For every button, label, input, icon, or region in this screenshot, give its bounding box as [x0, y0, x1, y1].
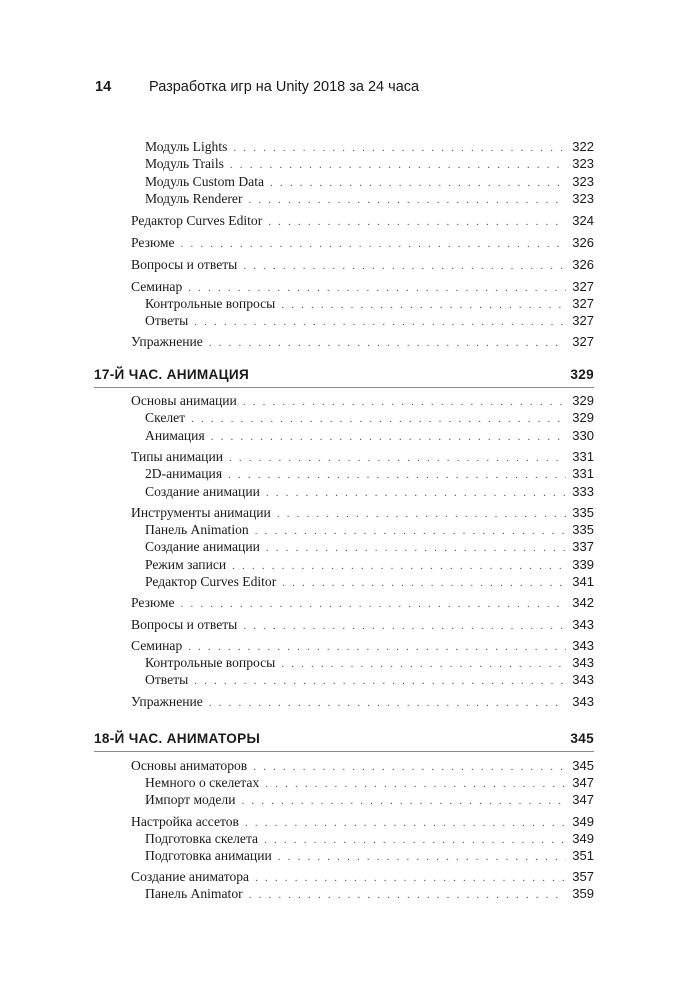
toc-entry: Ответы . . . 327 [145, 312, 594, 329]
chapter-page: 329 [570, 367, 594, 382]
chapter-heading [94, 367, 594, 387]
toc-entry: Скелет . . . 329 [145, 409, 594, 426]
toc-entry: Создание анимации . . . 337 [145, 538, 594, 555]
chapter-page: 345 [570, 731, 594, 746]
toc-entry: Основы анимации . . . 329 [131, 392, 594, 409]
toc-entry: Резюме . . . 326 [131, 234, 594, 251]
toc-entry: Модуль Trails . . . 323 [145, 155, 594, 172]
toc-entry: Настройка ассетов . . . 349 [131, 813, 594, 830]
toc-entry: Создание анимации . . . 333 [145, 483, 594, 500]
running-header [95, 79, 419, 95]
toc-entry: Контрольные вопросы . . . 343 [145, 654, 594, 671]
toc-entry: Панель Animator . . . 359 [145, 885, 594, 902]
toc-entry: Режим записи . . . 339 [145, 556, 594, 573]
toc-entry: Модуль Lights . . . 322 [145, 138, 594, 155]
toc-entry: Семинар . . . 327 [131, 278, 594, 295]
toc-entry: Импорт модели . . . 347 [145, 791, 594, 808]
toc-entry: Инструменты анимации . . . 335 [131, 504, 594, 521]
toc-entry: Создание аниматора . . . 357 [131, 868, 594, 885]
page-number: 14 [95, 79, 112, 95]
toc-entry: Модуль Renderer . . . 323 [145, 190, 594, 207]
book-title: Разработка игр на Unity 2018 за 24 часа [149, 79, 420, 95]
chapter-title: 18-Й ЧАС. АНИМАТОРЫ [94, 731, 261, 746]
toc-entry: Ответы . . . 343 [145, 671, 594, 688]
chapter-heading [94, 731, 594, 751]
toc-entry: Подготовка скелета . . . 349 [145, 830, 594, 847]
chapter-title: 17-Й ЧАС. АНИМАЦИЯ [94, 367, 250, 382]
toc-entry: Резюме . . . 342 [131, 594, 594, 611]
chapter-divider [94, 751, 594, 752]
toc-entry: Семинар . . . 343 [131, 637, 594, 654]
toc-entry: Модуль Custom Data . . . 323 [145, 173, 594, 190]
toc-entry: Упражнение . . . 343 [131, 693, 594, 710]
toc-entry: Редактор Curves Editor . . . 324 [131, 212, 594, 229]
toc-entry: Немного о скелетах . . . 347 [145, 774, 594, 791]
toc-entry: Анимация . . . 330 [145, 427, 594, 444]
toc-entry: Контрольные вопросы . . . 327 [145, 295, 594, 312]
toc-entry: Основы аниматоров . . . 345 [131, 757, 594, 774]
toc-entry: Панель Animation . . . 335 [145, 521, 594, 538]
toc-entry: 2D-анимация . . . 331 [145, 465, 594, 482]
toc-entry: Редактор Curves Editor . . . 341 [145, 573, 594, 590]
chapter-divider [94, 387, 594, 388]
toc-entry: Типы анимации . . . 331 [131, 448, 594, 465]
toc-entry: Вопросы и ответы . . . 326 [131, 256, 594, 273]
toc-entry: Вопросы и ответы . . . 343 [131, 616, 594, 633]
toc-entry: Упражнение . . . 327 [131, 333, 594, 350]
toc-entry: Подготовка анимации . . . 351 [145, 847, 594, 864]
